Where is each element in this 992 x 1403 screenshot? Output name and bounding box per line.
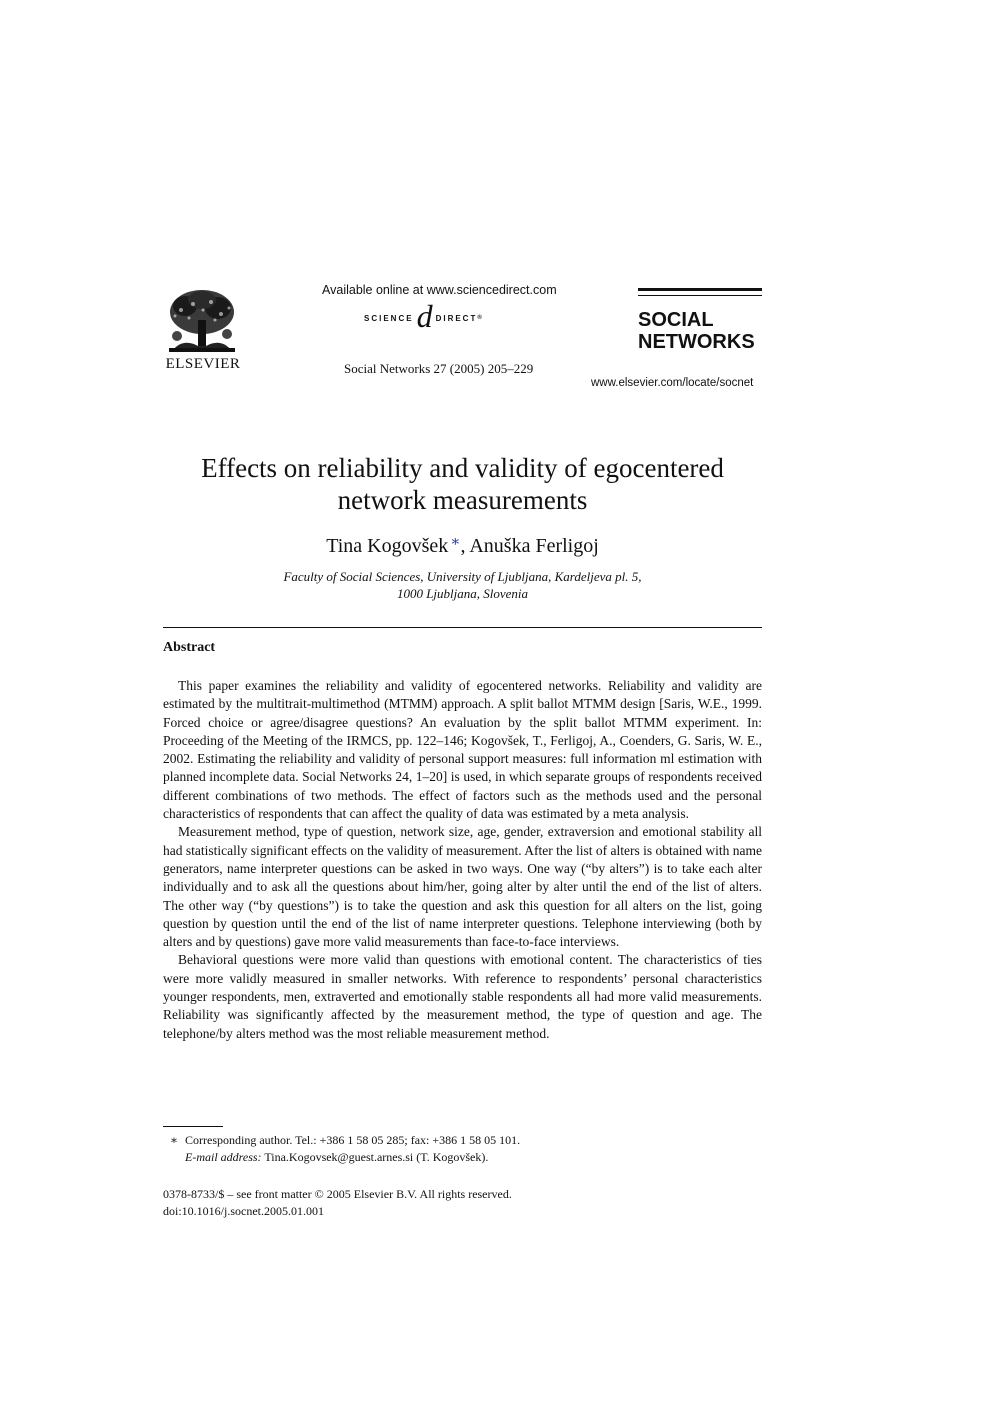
available-online-text: Available online at www.sciencedirect.com — [322, 283, 557, 297]
abstract-heading: Abstract — [163, 640, 216, 655]
footnote-line1 — [163, 1132, 520, 1149]
email-address[interactable]: Tina.Kogovsek@guest.arnes.si (T. Kogovšek). — [261, 1150, 489, 1164]
article-title — [163, 452, 762, 516]
affiliation-line1: Faculty of Social Sciences, University of Ljubljana, Kardeljeva pl. 5, — [283, 569, 642, 584]
sciencedirect-logo — [364, 297, 482, 336]
footnote-corresponding: Corresponding author. Tel.: +386 1 58 05 285; fax: +386 1 58 05 101. — [185, 1133, 521, 1147]
journal-logo-rule-thin — [638, 295, 762, 296]
journal-name-line1: SOCIAL — [638, 309, 714, 331]
abstract-paragraph: Measurement method, type of question, network size, age, gender, extraversion and emotional stability all had statistically significant effects on the validity of measurement. After the list of alters is obtained with name generators, name interpreter questions can be asked in two ways. One way (“by alters”) is to take each alter individually and to ask all the questions about him/her, going alter by alter until the end of the list of alters. The other way (“by questions”) is to take the question and ask this question for all alters on the list, going question by question until the end of the list of name interpreter questions. Telephone interviewing (both by alters and by questions) gave more valid measurements than face-to-face interviews. — [163, 824, 762, 950]
author-name: Tina Kogovšek — [326, 535, 449, 557]
abstract-paragraph: This paper examines the reliability and validity of egocentered networks. Reliability and validity are estimated by the multitrait-multimethod (MTMM) approach. A split ballot MTMM design [Saris, W.E., 1999. Forced choice or agree/disagree questions? An evaluation by the split ballot MTMM experiment. In: Proceeding of the Meeting of the IRMCS, pp. 122–146; Kogovšek, T., Ferligoj, A., Coenders, G. Saris, W. E., 2002. Estimating the reliability and validity of personal support measures: full information ml estimation with planned incomplete data. Social Networks 24, 1–20] is used, in which separate groups of respondents received different combinations of two methods. The effect of factors such as the methods used and the personal characteristics of respondents that can affect the quality of data was estimated by a meta analysis. — [163, 678, 762, 822]
journal-url[interactable]: www.elsevier.com/locate/socnet — [591, 377, 754, 389]
affiliation-line2: 1000 Ljubljana, Slovenia — [396, 586, 529, 601]
author-name: Anuška Ferligoj — [469, 535, 599, 557]
sciencedirect-left: SCIENCE — [364, 313, 414, 323]
footnote-marker: ∗ — [169, 1133, 179, 1147]
journal-logo-rule-thick — [638, 288, 762, 291]
publisher-name: ELSEVIER — [165, 356, 241, 372]
footnote — [163, 1132, 520, 1166]
copyright-line: 0378-8733/$ – see front matter © 2005 Elsevier B.V. All rights reserved. — [163, 1187, 512, 1201]
copyright-block — [163, 1186, 512, 1220]
abstract-paragraph: Behavioral questions were more valid than questions with emotional content. The characteristics of ties were more validly measured in smaller networks. With reference to respondents’ personal characteristics younger respondents, men, extraverted and emotionally stable respondents all had more valid measurements. Reliability was significantly affected by the measurement method, the type of question and age. The telephone/by alters method was the most reliable measurement method. — [163, 952, 762, 1041]
article-title-line2: network measurements — [337, 485, 588, 515]
author-list — [163, 532, 762, 558]
article-title-line1: Effects on reliability and validity of egocentered — [201, 453, 724, 483]
sciencedirect-right: DIRECT — [435, 313, 478, 323]
journal-name-line2: NETWORKS — [638, 331, 755, 353]
abstract-body — [163, 677, 762, 1043]
affiliation — [163, 568, 762, 602]
journal-logo — [638, 309, 755, 353]
corresponding-author-link[interactable]: ∗ — [450, 534, 461, 550]
footnote-rule — [163, 1126, 223, 1127]
doi-line[interactable]: doi:10.1016/j.socnet.2005.01.001 — [163, 1204, 324, 1218]
author-separator: , — [460, 535, 470, 557]
section-divider — [163, 627, 762, 628]
sciencedirect-at-mark: d — [416, 297, 433, 334]
journal-reference: Social Networks 27 (2005) 205–229 — [344, 361, 534, 376]
sciencedirect-registered: ® — [477, 315, 482, 321]
email-label: E-mail address: — [185, 1150, 262, 1164]
footnote-line2 — [163, 1149, 520, 1166]
